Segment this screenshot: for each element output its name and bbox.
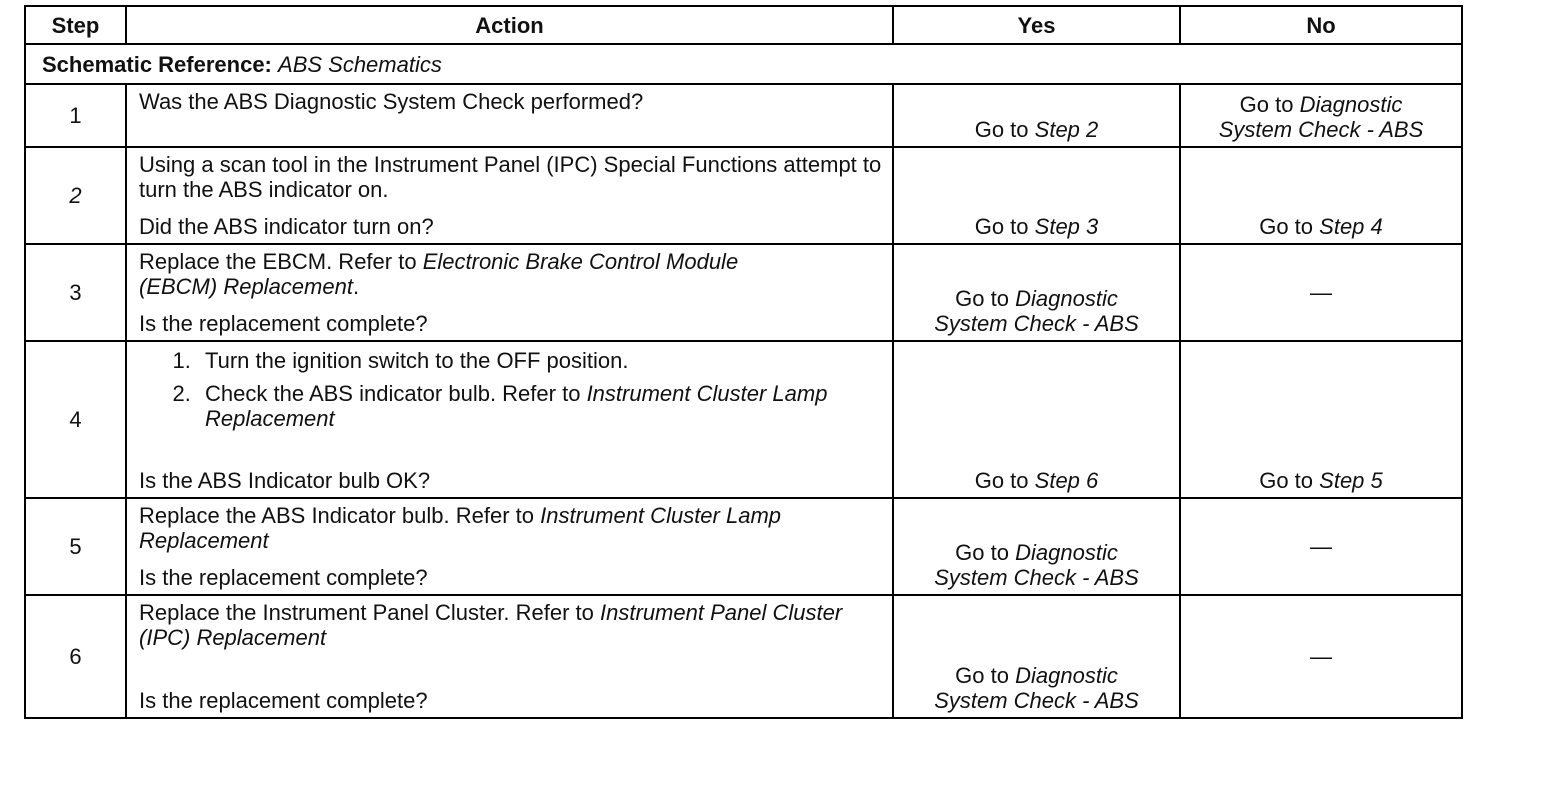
no-cell (1180, 84, 1462, 147)
schematic-reference-row (25, 44, 1462, 84)
question-text: Is the ABS Indicator bulb OK? (139, 468, 431, 493)
yes-cell (893, 244, 1180, 341)
list-item (197, 381, 882, 431)
header-row (25, 6, 1462, 44)
step-number: 1 (25, 84, 126, 147)
yes-link[interactable]: Diagnostic (1015, 286, 1118, 311)
yes-prefix: Go to (974, 117, 1029, 142)
yes-link-cont[interactable]: System Check - ABS (934, 311, 1139, 336)
yes-prefix: Go to (955, 540, 1009, 565)
no-prefix: Go to (1259, 468, 1314, 493)
step-number: 5 (25, 498, 126, 595)
action-link[interactable]: Instrument Cluster Lamp Replacement (205, 381, 828, 431)
table-row (25, 498, 1462, 595)
action-link[interactable]: Instrument Cluster Lamp Replacement (139, 503, 782, 553)
question-text: Is the replacement complete? (139, 311, 428, 336)
action-text: Was the ABS Diagnostic System Check performed? (139, 89, 644, 114)
no-prefix: Go to (1259, 214, 1314, 239)
action-text: Using a scan tool in the Instrument Panel (IPC) Special Functions attempt to turn the ABS indicator on. (139, 152, 882, 202)
yes-link[interactable]: Diagnostic (1015, 540, 1118, 565)
yes-prefix: Go to (955, 663, 1009, 688)
yes-link[interactable]: Diagnostic (1015, 663, 1118, 688)
yes-link[interactable]: Step 2 (1034, 117, 1099, 142)
no-cell (1180, 147, 1462, 244)
yes-link-cont[interactable]: System Check - ABS (934, 688, 1139, 713)
question-text: Is the replacement complete? (139, 565, 428, 590)
yes-link[interactable]: Step 3 (1034, 214, 1099, 239)
table-row (25, 244, 1462, 341)
yes-link-cont[interactable]: System Check - ABS (934, 565, 1139, 590)
no-cell (1180, 341, 1462, 498)
action-cell (126, 84, 893, 147)
action-suffix: . (352, 274, 360, 299)
no-cell (1180, 244, 1462, 341)
yes-cell (893, 147, 1180, 244)
header-action: Action (126, 6, 893, 44)
step-number: 4 (25, 341, 126, 498)
schematic-reference-link[interactable]: ABS Schematics (278, 51, 442, 77)
list-item: 1. Turn the ignition switch to the OFF position. (197, 348, 882, 373)
no-dash: — (1310, 644, 1332, 669)
step-number: 6 (25, 595, 126, 718)
action-cell (126, 595, 893, 718)
no-link[interactable]: Step 4 (1319, 214, 1383, 239)
no-cell (1180, 595, 1462, 718)
schematic-reference (25, 44, 1462, 84)
yes-prefix: Go to (974, 468, 1029, 493)
question-text: Is the replacement complete? (139, 688, 428, 713)
yes-cell (893, 498, 1180, 595)
action-cell (126, 498, 893, 595)
no-dash: — (1310, 534, 1332, 559)
action-text: Replace the Instrument Panel Cluster. Refer to (139, 600, 594, 625)
yes-prefix: Go to (974, 214, 1029, 239)
yes-cell (893, 84, 1180, 147)
no-link[interactable]: Step 5 (1319, 468, 1383, 493)
action-link[interactable]: Electronic Brake Control Module (EBCM) Replacement (139, 249, 739, 299)
action-cell (126, 341, 893, 498)
action-text: Replace the ABS Indicator bulb. Refer to (139, 503, 535, 528)
yes-cell (893, 595, 1180, 718)
step-number: 2 (25, 147, 126, 244)
no-dash: — (1310, 280, 1332, 305)
action-link[interactable]: Instrument Panel Cluster (IPC) Replacement (139, 600, 843, 650)
header-step: Step (25, 6, 126, 44)
no-link-cont[interactable]: System Check - ABS (1218, 117, 1424, 142)
no-cell (1180, 498, 1462, 595)
header-no: No (1180, 6, 1462, 44)
action-list (139, 348, 882, 431)
yes-link[interactable]: Step 6 (1034, 468, 1099, 493)
question-text: Did the ABS indicator turn on? (139, 214, 434, 239)
yes-prefix: Go to (955, 286, 1009, 311)
schematic-reference-label: Schematic Reference: (42, 51, 272, 77)
header-yes: Yes (893, 6, 1180, 44)
action-cell (126, 147, 893, 244)
table-row (25, 341, 1462, 498)
diagnostic-table (24, 5, 1463, 719)
action-text: Replace the EBCM. Refer to (139, 249, 417, 274)
table-row (25, 595, 1462, 718)
no-prefix: Go to (1239, 92, 1294, 117)
no-link[interactable]: Diagnostic (1299, 92, 1403, 117)
table-row (25, 147, 1462, 244)
yes-cell (893, 341, 1180, 498)
list-item-text: Check the ABS indicator bulb. Refer to (205, 381, 581, 406)
table-row (25, 84, 1462, 147)
step-number: 3 (25, 244, 126, 341)
action-cell (126, 244, 893, 341)
